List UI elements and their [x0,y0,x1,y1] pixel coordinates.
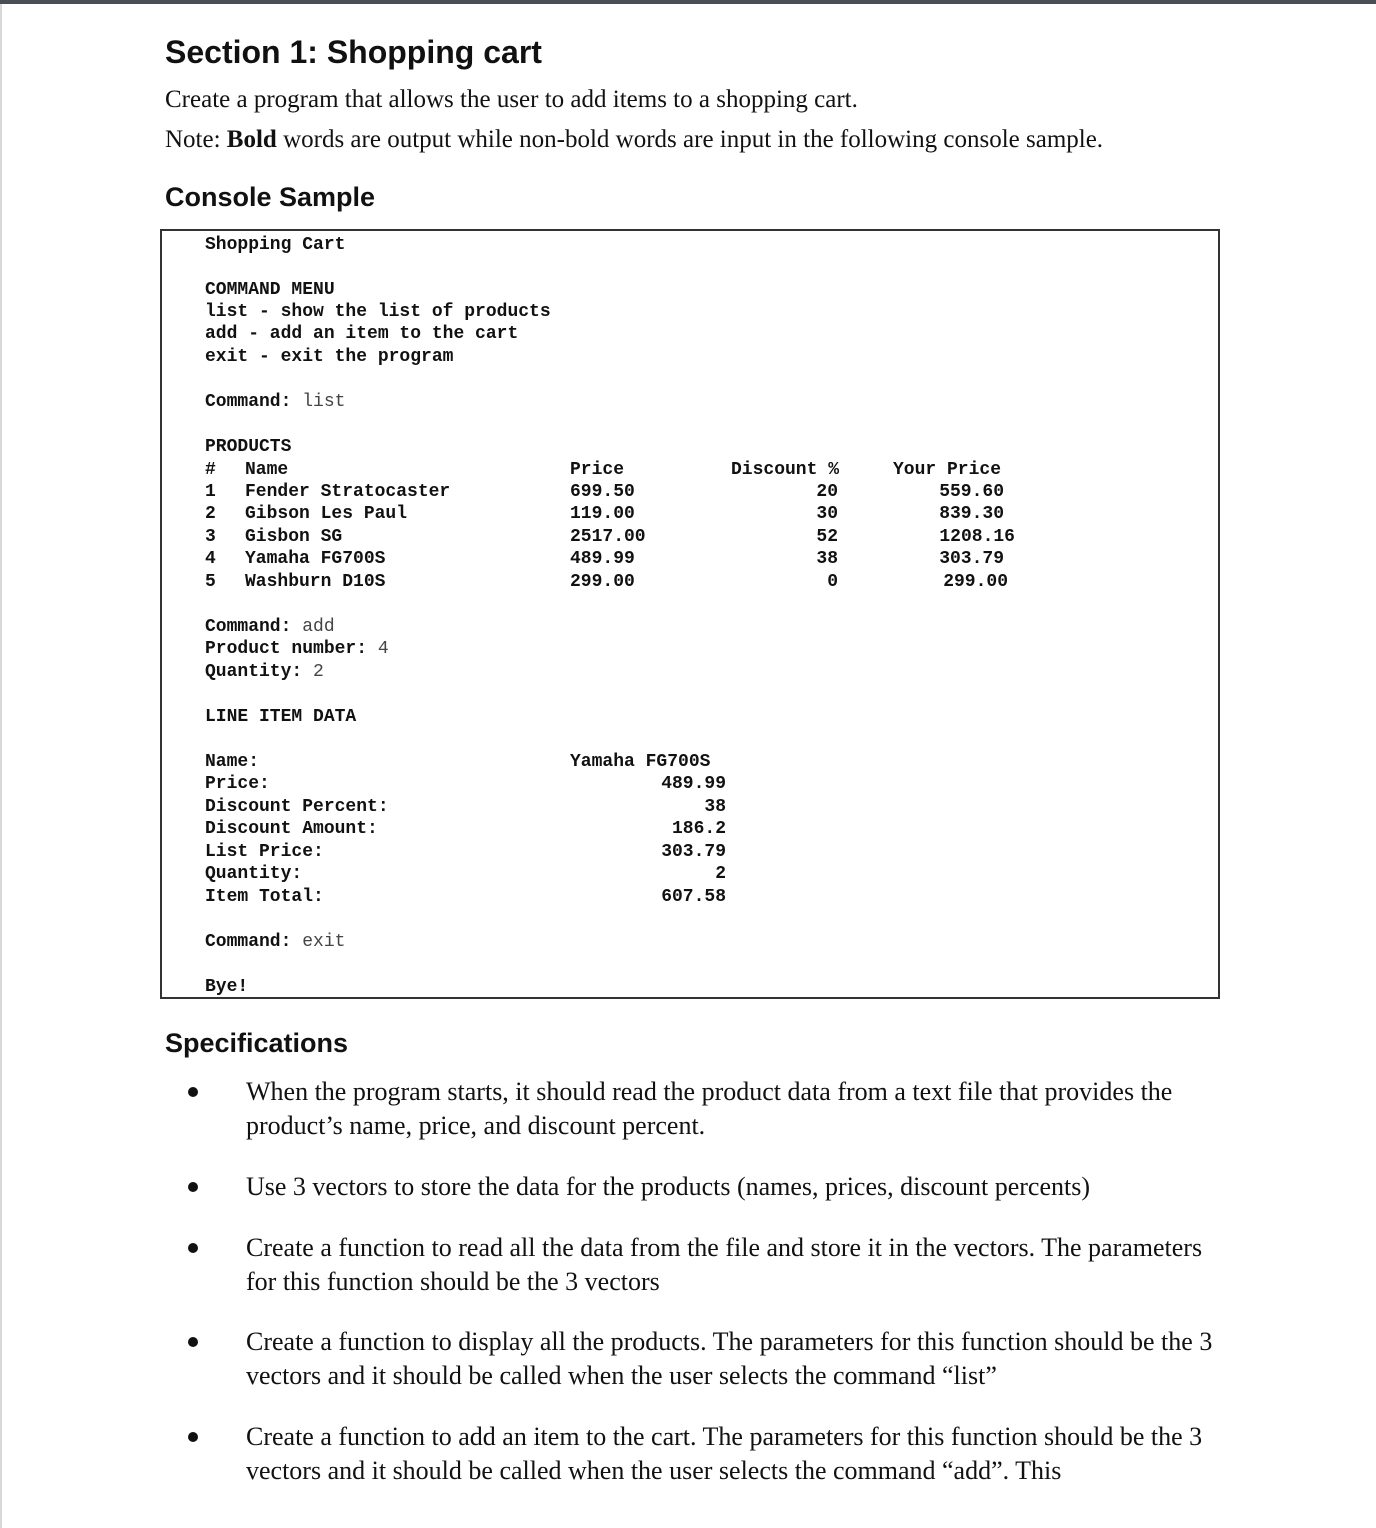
bullet-icon [188,1243,198,1253]
product-your-price: 559.60 [939,482,1004,502]
line-item-value: 38 [704,797,726,817]
product-price: 489.99 [570,549,635,569]
command-label: Command: [205,617,303,637]
command-menu-title: COMMAND MENU [205,280,335,300]
product-price: 2517.00 [570,527,646,547]
specifications-heading: Specifications [165,1028,349,1058]
spec-item: When the program starts, it should read the product data from a text file that provides the product’s name, price, and discount percent. [246,1077,1173,1140]
product-your-price: 839.30 [939,504,1004,524]
line-item-label: Discount Amount: [205,819,378,839]
note-rest: words are output while non-bold words are input in the following console sample. [276,126,1104,153]
product-discount: 30 [816,504,838,524]
line-item-value: 2 [715,864,726,884]
menu-item-list: list - show the list of products [205,302,551,322]
quantity-label: Quantity: [205,662,314,682]
line-item-value: 303.79 [661,842,726,862]
product-discount: 20 [816,482,838,502]
line-item-title: LINE ITEM DATA [205,707,357,727]
spec-item: Create a function to display all the products. The parameters for this function should be the 3 vectors and it should be called when the user selects the command “list” [246,1327,1213,1390]
command-input: add [302,617,335,637]
product-num: 2 [205,504,216,524]
product-your-price: 303.79 [939,549,1004,569]
command-input: exit [302,932,346,952]
console-sample-heading: Console Sample [165,182,376,212]
products-title: PRODUCTS [205,437,292,457]
intro-paragraph: Create a program that allows the user to add items to a shopping cart. [165,86,858,113]
spec-item: Use 3 vectors to store the data for the products (names, prices, discount percents) [246,1172,1091,1201]
col-header-name: Name [245,460,289,480]
section-title: Section 1: Shopping cart [165,34,542,70]
quantity-input: 2 [313,662,324,682]
bullet-icon [188,1432,198,1442]
menu-item-exit: exit - exit the program [205,347,454,367]
note-bold-word: Bold [226,126,277,153]
line-item-label: List Price: [205,842,324,862]
spec-item: Create a function to read all the data from the file and store it in the vectors. The parameters for this function should be the 3 vectors [246,1233,1203,1296]
product-discount: 0 [827,572,838,592]
menu-item-add: add - add an item to the cart [205,324,519,344]
product-num: 3 [205,527,216,547]
product-name: Washburn D10S [245,572,386,592]
line-item-label: Quantity: [205,864,303,884]
line-item-label: Name: [205,752,260,772]
bullet-icon [188,1337,198,1347]
product-price: 299.00 [570,572,635,592]
quantity-line [205,661,324,683]
command-input: list [302,392,346,412]
note-paragraph [165,126,1103,154]
command-label: Command: [205,392,303,412]
command-line-list [205,391,345,413]
command-line-add [205,616,335,638]
product-name: Gisbon SG [245,527,343,547]
col-header-price: Price [570,460,625,480]
product-number-input: 4 [377,639,389,659]
line-item-label: Price: [205,774,270,794]
product-num: 1 [205,482,216,502]
col-header-your-price: Your Price [893,460,1002,480]
col-header-discount: Discount % [731,460,840,480]
product-your-price: 299.00 [943,572,1008,592]
product-discount: 38 [816,549,838,569]
product-number-line [205,638,389,660]
command-label: Command: [205,932,303,952]
line-item-value: 186.2 [671,819,726,839]
console-title: Shopping Cart [205,235,346,255]
product-num: 4 [205,549,216,569]
spec-item: Create a function to add an item to the cart. The parameters for this function should be the 3 vectors and it should be called when the user selects the command “add”. This [246,1422,1203,1485]
console-sample-box [160,229,1220,999]
product-discount: 52 [816,527,838,547]
product-name: Yamaha FG700S [245,549,386,569]
col-header-num: # [205,460,216,480]
bye-message: Bye! [205,977,249,997]
product-price: 119.00 [570,504,635,524]
line-item-label: Item Total: [205,887,324,907]
product-num: 5 [205,572,216,592]
line-item-value: Yamaha FG700S [570,752,711,772]
line-item-value: 489.99 [661,774,726,794]
line-item-label: Discount Percent: [205,797,389,817]
note-prefix: Note: [165,126,227,153]
product-number-label: Product number: [205,639,378,659]
line-item-value: 607.58 [661,887,726,907]
command-line-exit [205,931,345,953]
bullet-icon [188,1087,198,1097]
bullet-icon [188,1182,198,1192]
document-page [0,4,1376,1524]
product-name: Fender Stratocaster [245,482,451,502]
product-name: Gibson Les Paul [245,504,408,524]
product-your-price: 1208.16 [939,527,1015,547]
product-price: 699.50 [570,482,635,502]
